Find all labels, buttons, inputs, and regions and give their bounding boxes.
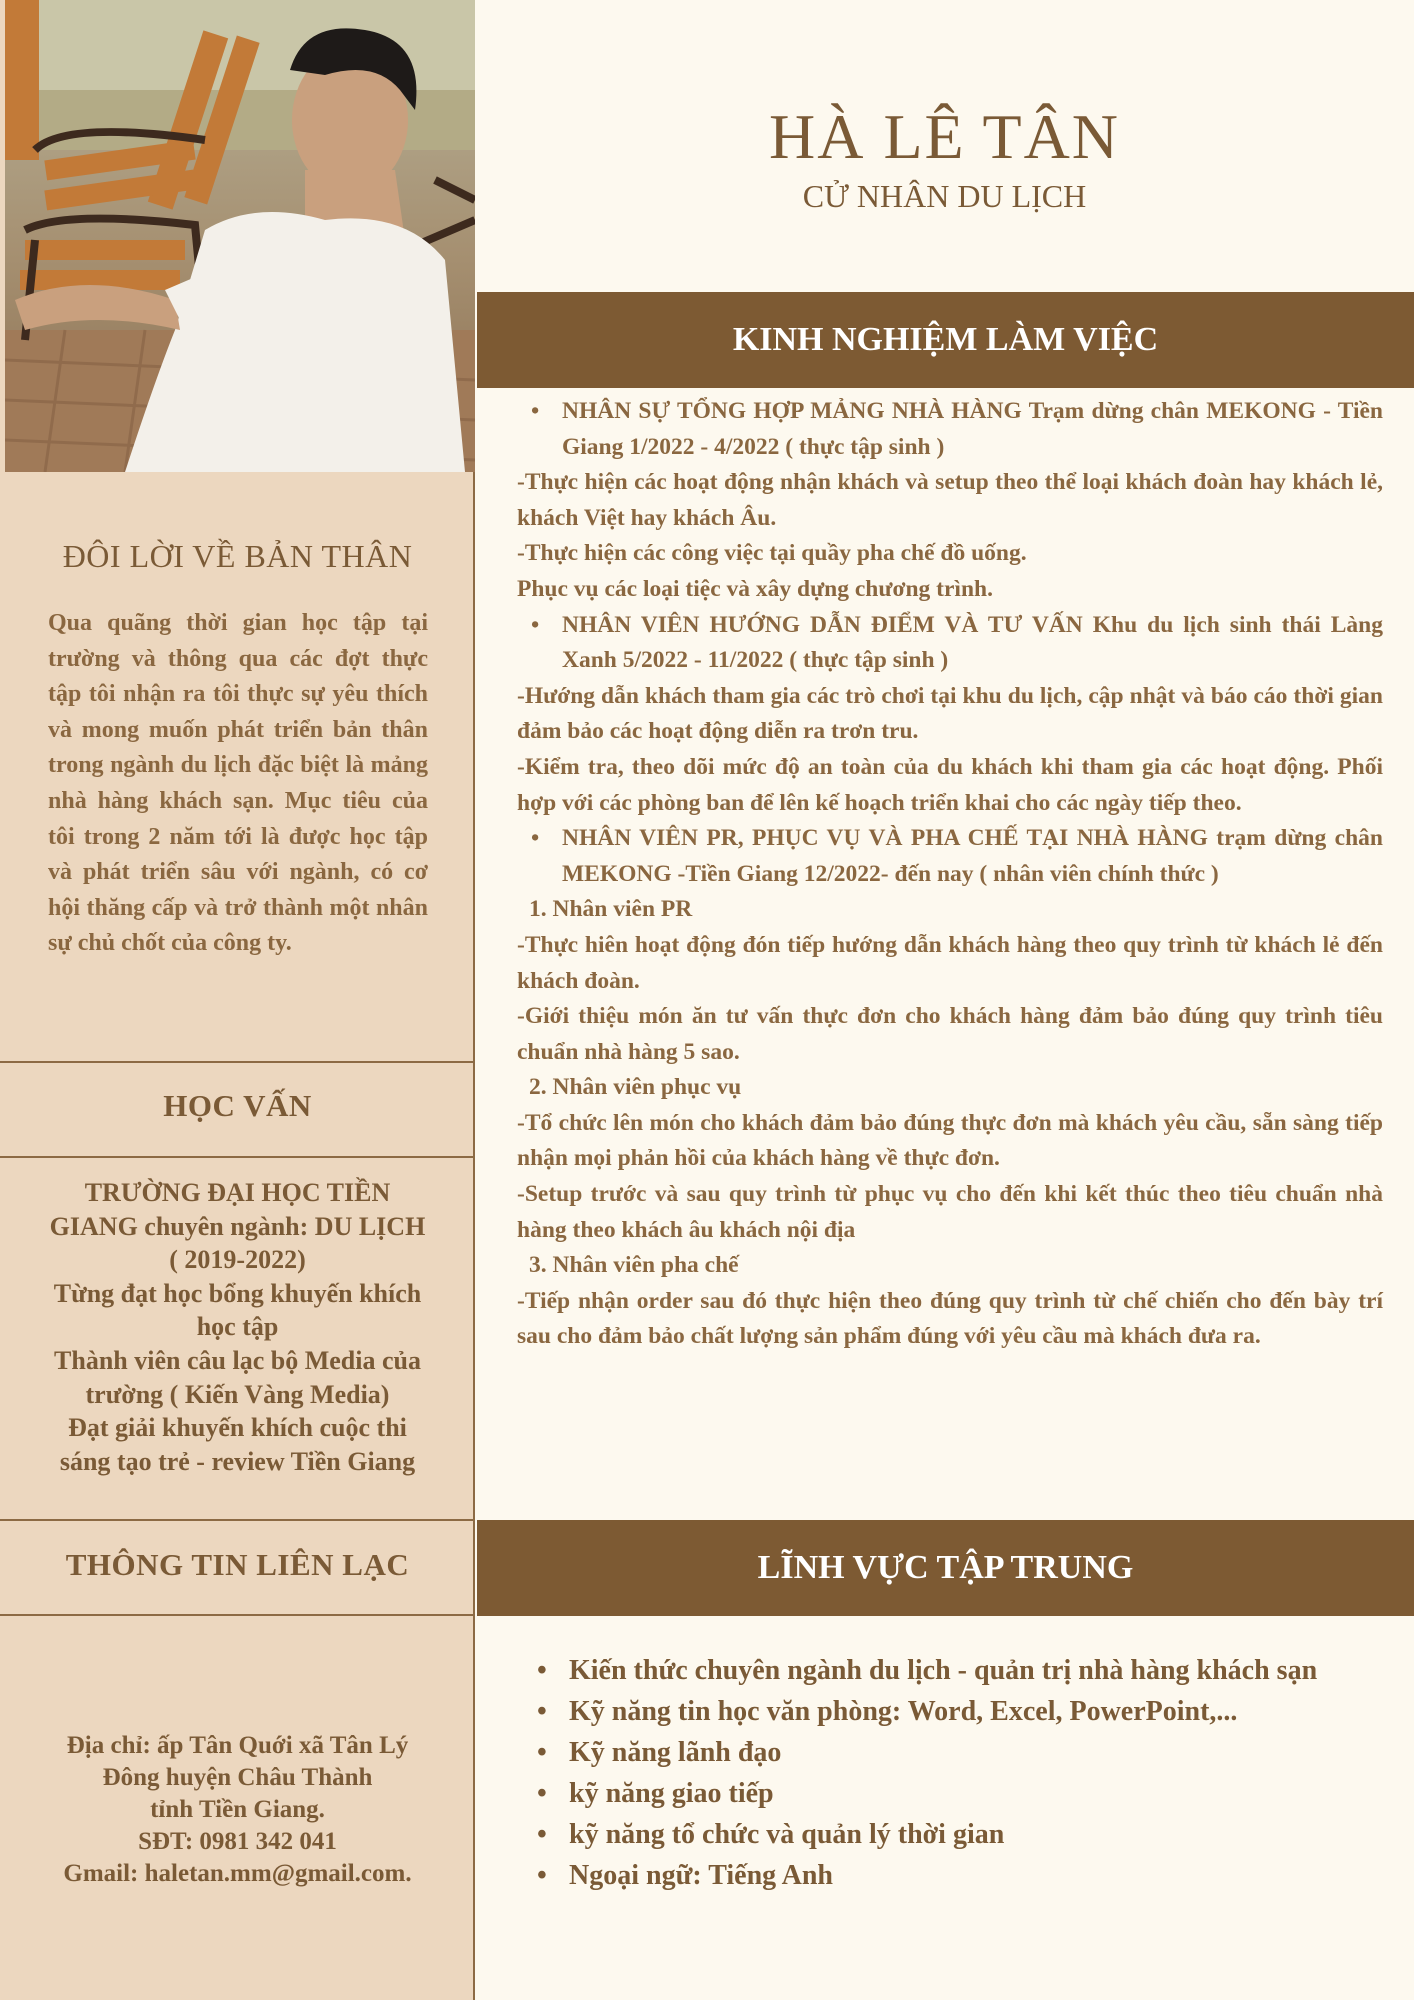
candidate-name: HÀ LÊ TÂN (769, 101, 1120, 172)
divider (0, 1061, 475, 1063)
about-text: Qua quãng thời gian học tập tại trường và thông qua các đợt thực tập tôi nhận ra tôi thực sự yêu thích và mong muốn phát triển bản thân trong ngành du lịch đặc biệt là mảng nhà hàng khách sạn. Mục tiêu của tôi trong 2 năm tới là được học tập và phát triển sâu với ngành, có cơ hội thăng cấp và trở thành một nhân sự chủ chốt của công ty. (48, 610, 428, 957)
contact-address-line: Địa chỉ: ấp Tân Quới xã Tân Lý (66, 1732, 409, 1759)
experience-detail: Phục vụ các loại tiệc và xây dựng chương trình. (517, 575, 993, 602)
focus-item: • Kỹ năng tin học văn phòng: Word, Excel, PowerPoint,... (525, 1691, 1414, 1732)
experience-detail: -Thực hiện các công việc tại quầy pha chế đồ uống. (517, 540, 1027, 567)
divider (0, 1519, 475, 1521)
experience-detail: -Kiểm tra, theo dõi mức độ an toàn của du khách khi tham gia các hoạt động. Phối hợp với các phòng ban để lên kế hoạch triển khai cho các ngày tiếp theo. (517, 753, 1383, 816)
experience-detail: -Hướng dẫn khách tham gia các trò chơi tại khu du lịch, cập nhật và báo cáo thời gian đảm bảo các hoạt động diễn ra trơn tru. (517, 682, 1383, 745)
education-line: GIANG chuyên ngành: DU LỊCH (49, 1211, 426, 1241)
experience-detail: -Tiếp nhận order sau đó thực hiện theo đúng quy trình từ chế chiến cho đến bày trí sau cho đảm bảo chất lượng sản phẩm đúng với yêu cầu mà khách đưa ra. (517, 1287, 1383, 1350)
experience-role: 3. Nhân viên pha chế (529, 1252, 739, 1279)
experience-role: 2. Nhân viên phục vụ (529, 1074, 742, 1101)
education-line: Từng đạt học bổng khuyến khích (53, 1278, 422, 1308)
experience-position: • NHÂN VIÊN HƯỚNG DẪN ĐIỂM VÀ TƯ VẤN Khu du lịch sinh thái Làng Xanh 5/2022 - 11/2022 ( thực tập sinh ) (517, 608, 1383, 679)
experience-heading: KINH NGHIỆM LÀM VIỆC (477, 292, 1414, 388)
education-line: ( 2019-2022) (169, 1245, 306, 1275)
education-line: học tập (196, 1312, 279, 1342)
education-details (0, 1176, 475, 1478)
focus-list (525, 1650, 1414, 1896)
contact-address-line: tỉnh Tiền Giang. (150, 1796, 325, 1823)
contact-email: Gmail: haletan.mm@gmail.com. (63, 1860, 412, 1887)
about-heading: ĐÔI LỜI VỀ BẢN THÂN (62, 538, 413, 574)
profile-photo-illustration (5, 0, 475, 472)
focus-item: • kỹ năng tổ chức và quản lý thời gian (525, 1814, 1414, 1855)
profile-photo (5, 0, 475, 472)
education-line: Đạt giải khuyến khích cuộc thi (68, 1413, 407, 1443)
divider (0, 1156, 475, 1158)
contact-details (0, 1730, 475, 1890)
divider (0, 1614, 475, 1616)
focus-item: • Kỹ năng lãnh đạo (525, 1732, 1414, 1773)
experience-position: • NHÂN VIÊN PR, PHỤC VỤ VÀ PHA CHẾ TẠI NHÀ HÀNG trạm dừng chân MEKONG -Tiền Giang 12/2022- đến nay ( nhân viên chính thức ) (517, 821, 1383, 892)
experience-detail: -Thực hiên hoạt động đón tiếp hướng dẫn khách hàng theo quy trình từ khách lẻ đến khách đoàn. (517, 931, 1383, 994)
experience-detail: -Tổ chức lên món cho khách đảm bảo đúng thực đơn mà khách yêu cầu, sẵn sàng tiếp nhận mọi phản hồi của khách hàng về thực đơn. (517, 1109, 1383, 1172)
experience-content (517, 394, 1383, 1355)
experience-detail: -Thực hiện các hoạt động nhận khách và setup theo thể loại khách đoàn hay khách lẻ, khách Việt hay khách Âu. (517, 469, 1383, 531)
education-line: sáng tạo trẻ - review Tiền Giang (59, 1446, 416, 1476)
candidate-title: CỬ NHÂN DU LỊCH (802, 178, 1087, 214)
focus-heading: LĨNH VỰC TẬP TRUNG (477, 1520, 1414, 1616)
experience-role: 1. Nhân viên PR (529, 896, 693, 923)
experience-detail: -Setup trước và sau quy trình từ phục vụ cho đến khi kết thúc theo tiêu chuẩn nhà hàng theo khách âu khách nội địa (517, 1181, 1383, 1243)
experience-position: • NHÂN SỰ TỔNG HỢP MẢNG NHÀ HÀNG Trạm dừng chân MEKONG - Tiền Giang 1/2022 - 4/2022 ( thực tập sinh ) (517, 394, 1383, 465)
experience-detail: -Giới thiệu món ăn tư vấn thực đơn cho khách hàng đảm bảo đúng quy trình tiêu chuẩn nhà hàng 5 sao. (517, 1003, 1383, 1065)
education-heading: HỌC VẤN (163, 1088, 312, 1123)
focus-item: • kỹ năng giao tiếp (525, 1773, 1414, 1814)
education-line: TRƯỜNG ĐẠI HỌC TIỀN (84, 1178, 391, 1207)
left-column (0, 0, 475, 2000)
contact-address-line: Đông huyện Châu Thành (102, 1764, 373, 1791)
contact-heading: THÔNG TIN LIÊN LẠC (65, 1547, 410, 1582)
focus-item: • Ngoại ngữ: Tiếng Anh (525, 1855, 1414, 1896)
education-line: trường ( Kiến Vàng Media) (85, 1379, 390, 1409)
focus-item: • Kiến thức chuyên ngành du lịch - quản trị nhà hàng khách sạn (525, 1650, 1414, 1691)
contact-phone: SĐT: 0981 342 041 (138, 1828, 337, 1855)
education-line: Thành viên câu lạc bộ Media của (54, 1345, 421, 1375)
